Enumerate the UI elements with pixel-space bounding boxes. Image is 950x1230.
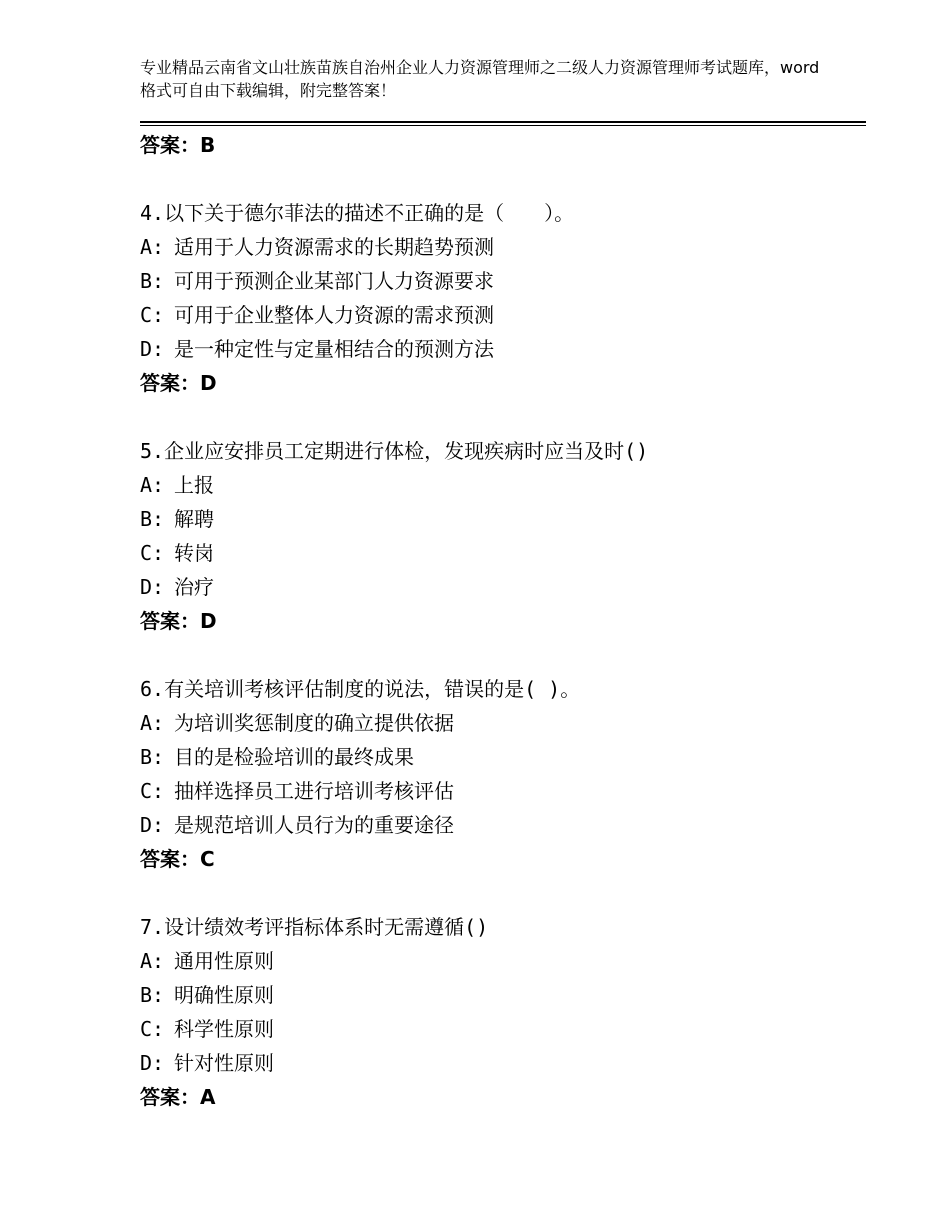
header-rule-thin xyxy=(140,125,866,126)
option-key: B: xyxy=(140,507,165,531)
option-key: C: xyxy=(140,303,165,327)
option-key: C: xyxy=(140,779,165,803)
option-text: 科学性原则 xyxy=(174,1017,274,1041)
option-c xyxy=(140,774,860,808)
answer-label: 答案：C xyxy=(140,847,215,871)
option-b xyxy=(140,978,860,1012)
question-text: 7.设计绩效考评指标体系时无需遵循() xyxy=(140,915,489,939)
option-text: 抽样选择员工进行培训考核评估 xyxy=(174,779,454,803)
option-text: 可用于企业整体人力资源的需求预测 xyxy=(174,303,494,327)
answer-label: 答案：A xyxy=(140,1085,216,1109)
option-key: B: xyxy=(140,745,165,769)
option-key: D: xyxy=(140,813,165,837)
option-key: B: xyxy=(140,269,165,293)
option-a xyxy=(140,944,860,978)
option-text: 是一种定性与定量相结合的预测方法 xyxy=(174,337,494,361)
option-text: 明确性原则 xyxy=(174,983,274,1007)
option-text: 上报 xyxy=(174,473,214,497)
answer-label: 答案：D xyxy=(140,371,217,395)
option-key: D: xyxy=(140,337,165,361)
option-key: A: xyxy=(140,949,165,973)
option-text: 为培训奖惩制度的确立提供依据 xyxy=(174,711,454,735)
option-key: D: xyxy=(140,1051,165,1075)
option-text: 是规范培训人员行为的重要途径 xyxy=(174,813,454,837)
option-a xyxy=(140,468,860,502)
option-text: 解聘 xyxy=(174,507,214,531)
question-block-6 xyxy=(140,672,860,876)
option-c xyxy=(140,1012,860,1046)
option-text: 可用于预测企业某部门人力资源要求 xyxy=(174,269,494,293)
option-c xyxy=(140,298,860,332)
option-text: 治疗 xyxy=(174,575,214,599)
question-block-7 xyxy=(140,910,860,1114)
option-d xyxy=(140,332,860,366)
option-d xyxy=(140,808,860,842)
question-text: 4.以下关于德尔菲法的描述不正确的是（ ）。 xyxy=(140,201,575,225)
answer-label: 答案：B xyxy=(140,133,216,157)
header-rule-thick xyxy=(140,121,866,123)
option-text: 目的是检验培训的最终成果 xyxy=(174,745,414,769)
option-a xyxy=(140,706,860,740)
option-b xyxy=(140,740,860,774)
option-key: B: xyxy=(140,983,165,1007)
option-a xyxy=(140,230,860,264)
option-text: 转岗 xyxy=(174,541,214,565)
option-key: C: xyxy=(140,1017,165,1041)
option-b xyxy=(140,264,860,298)
option-key: A: xyxy=(140,235,165,259)
option-key: C: xyxy=(140,541,165,565)
question-text: 5.企业应安排员工定期进行体检，发现疾病时应当及时() xyxy=(140,439,649,463)
option-text: 适用于人力资源需求的长期趋势预测 xyxy=(174,235,494,259)
option-d xyxy=(140,1046,860,1080)
question-list xyxy=(140,128,860,1114)
answer-label: 答案：D xyxy=(140,609,217,633)
option-b xyxy=(140,502,860,536)
question-text: 6.有关培训考核评估制度的说法，错误的是( )。 xyxy=(140,677,581,701)
document-header: 专业精品云南省文山壮族苗族自治州企业人力资源管理师之二级人力资源管理师考试题库，word格式可自由下载编辑，附完整答案！ xyxy=(140,58,820,100)
option-text: 通用性原则 xyxy=(174,949,274,973)
option-d xyxy=(140,570,860,604)
option-key: A: xyxy=(140,473,165,497)
question-block-5 xyxy=(140,434,860,638)
question-block-4 xyxy=(140,196,860,400)
option-text: 针对性原则 xyxy=(174,1051,274,1075)
option-key: A: xyxy=(140,711,165,735)
option-c xyxy=(140,536,860,570)
option-key: D: xyxy=(140,575,165,599)
